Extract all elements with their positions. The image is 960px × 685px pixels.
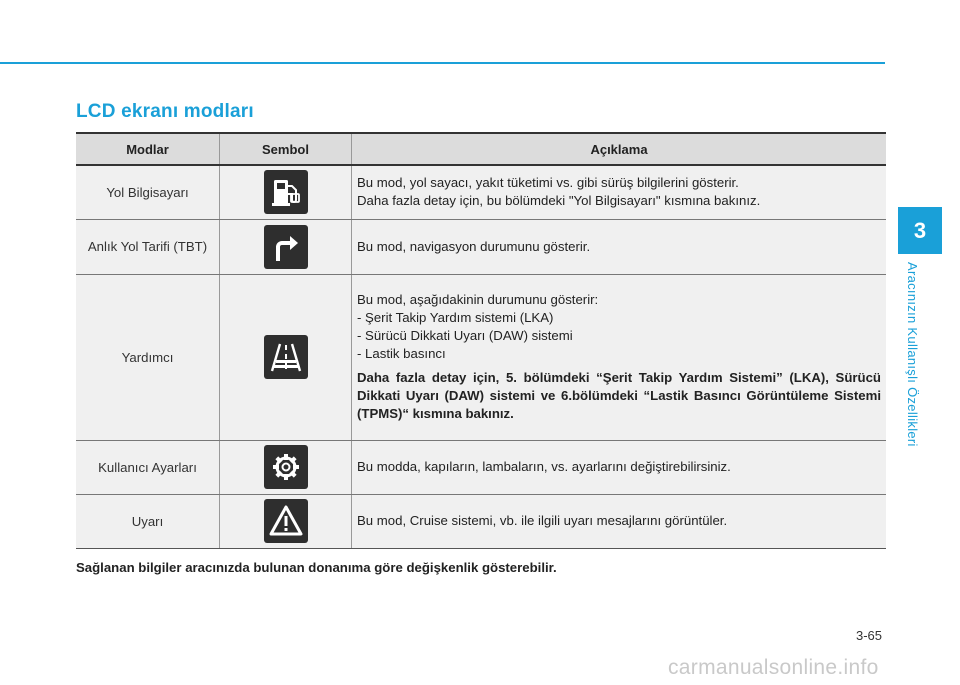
fuel-pump-icon <box>264 170 308 214</box>
watermark: carmanualsonline.info <box>668 656 879 679</box>
chapter-number-tab: 3 <box>898 207 942 254</box>
description-line: Bu mod, navigasyon durumunu gösterir. <box>357 238 591 254</box>
section-title: LCD ekranı modları <box>76 101 254 122</box>
table-row <box>76 440 886 494</box>
description-line: - Şerit Takip Yardım sistemi (LKA) <box>357 310 554 325</box>
mode-name: Yol Bilgisayarı <box>76 165 220 219</box>
mode-description <box>352 165 887 219</box>
page-number: 3-65 <box>856 628 883 643</box>
mode-symbol <box>220 219 352 274</box>
table-row <box>76 165 886 219</box>
warning-triangle-icon <box>264 499 308 543</box>
description-line: Bu mod, aşağıdakinin durumunu gösterir: <box>357 292 599 307</box>
mode-description <box>352 219 887 274</box>
description-line: Daha fazla detay için, bu bölümdeki "Yol Bilgisayarı" kısmına bakınız. <box>357 193 761 209</box>
description-line: Bu mod, Cruise sistemi, vb. ile ilgili uyarı mesajlarını görüntüler. <box>357 513 728 528</box>
header-symbol: Sembol <box>220 133 352 165</box>
table-row <box>76 494 886 548</box>
header-description: Açıklama <box>352 133 887 165</box>
mode-description <box>352 440 887 494</box>
mode-name: Yardımcı <box>76 274 220 440</box>
table-row <box>76 274 886 440</box>
table-header-row <box>76 133 886 165</box>
turn-right-arrow-icon <box>264 225 308 269</box>
footnote: Sağlanan bilgiler aracınızda bulunan donanıma göre değişkenlik gösterebilir. <box>76 560 557 575</box>
mode-description <box>352 274 887 440</box>
description-line: - Sürücü Dikkati Uyarı (DAW) sistemi <box>357 328 573 343</box>
mode-symbol <box>220 165 352 219</box>
description-line: - Lastik basıncı <box>357 346 446 361</box>
mode-symbol <box>220 274 352 440</box>
header-modes: Modlar <box>76 133 220 165</box>
mode-name: Kullanıcı Ayarları <box>76 440 220 494</box>
gear-icon <box>264 445 308 489</box>
mode-symbol <box>220 440 352 494</box>
chapter-title: Aracınızın Kullanışlı Özellikleri <box>905 262 920 447</box>
mode-description <box>352 494 887 548</box>
description-line: Bu modda, kapıların, lambaların, vs. ayarlarını değiştirebilirsiniz. <box>357 459 731 474</box>
mode-symbol <box>220 494 352 548</box>
description-reference: Daha fazla detay için, 5. bölümdeki “Şerit Takip Yardım Sistemi” (LKA), Sürücü Dikkati Uyarı (DAW) sistemi ve 6.bölümdeki “Lastik Basıncı Görüntüleme Sistemi (TPMS)“ kısmına bakınız. <box>357 370 881 421</box>
description-line: Bu mod, yol sayacı, yakıt tüketimi vs. gibi sürüş bilgilerini gösterir. <box>357 175 739 191</box>
mode-name: Uyarı <box>76 494 220 548</box>
mode-name: Anlık Yol Tarifi (TBT) <box>76 219 220 274</box>
lane-assist-icon <box>264 335 308 379</box>
top-rule <box>0 62 885 64</box>
lcd-modes-table <box>76 132 886 549</box>
table-row <box>76 219 886 274</box>
